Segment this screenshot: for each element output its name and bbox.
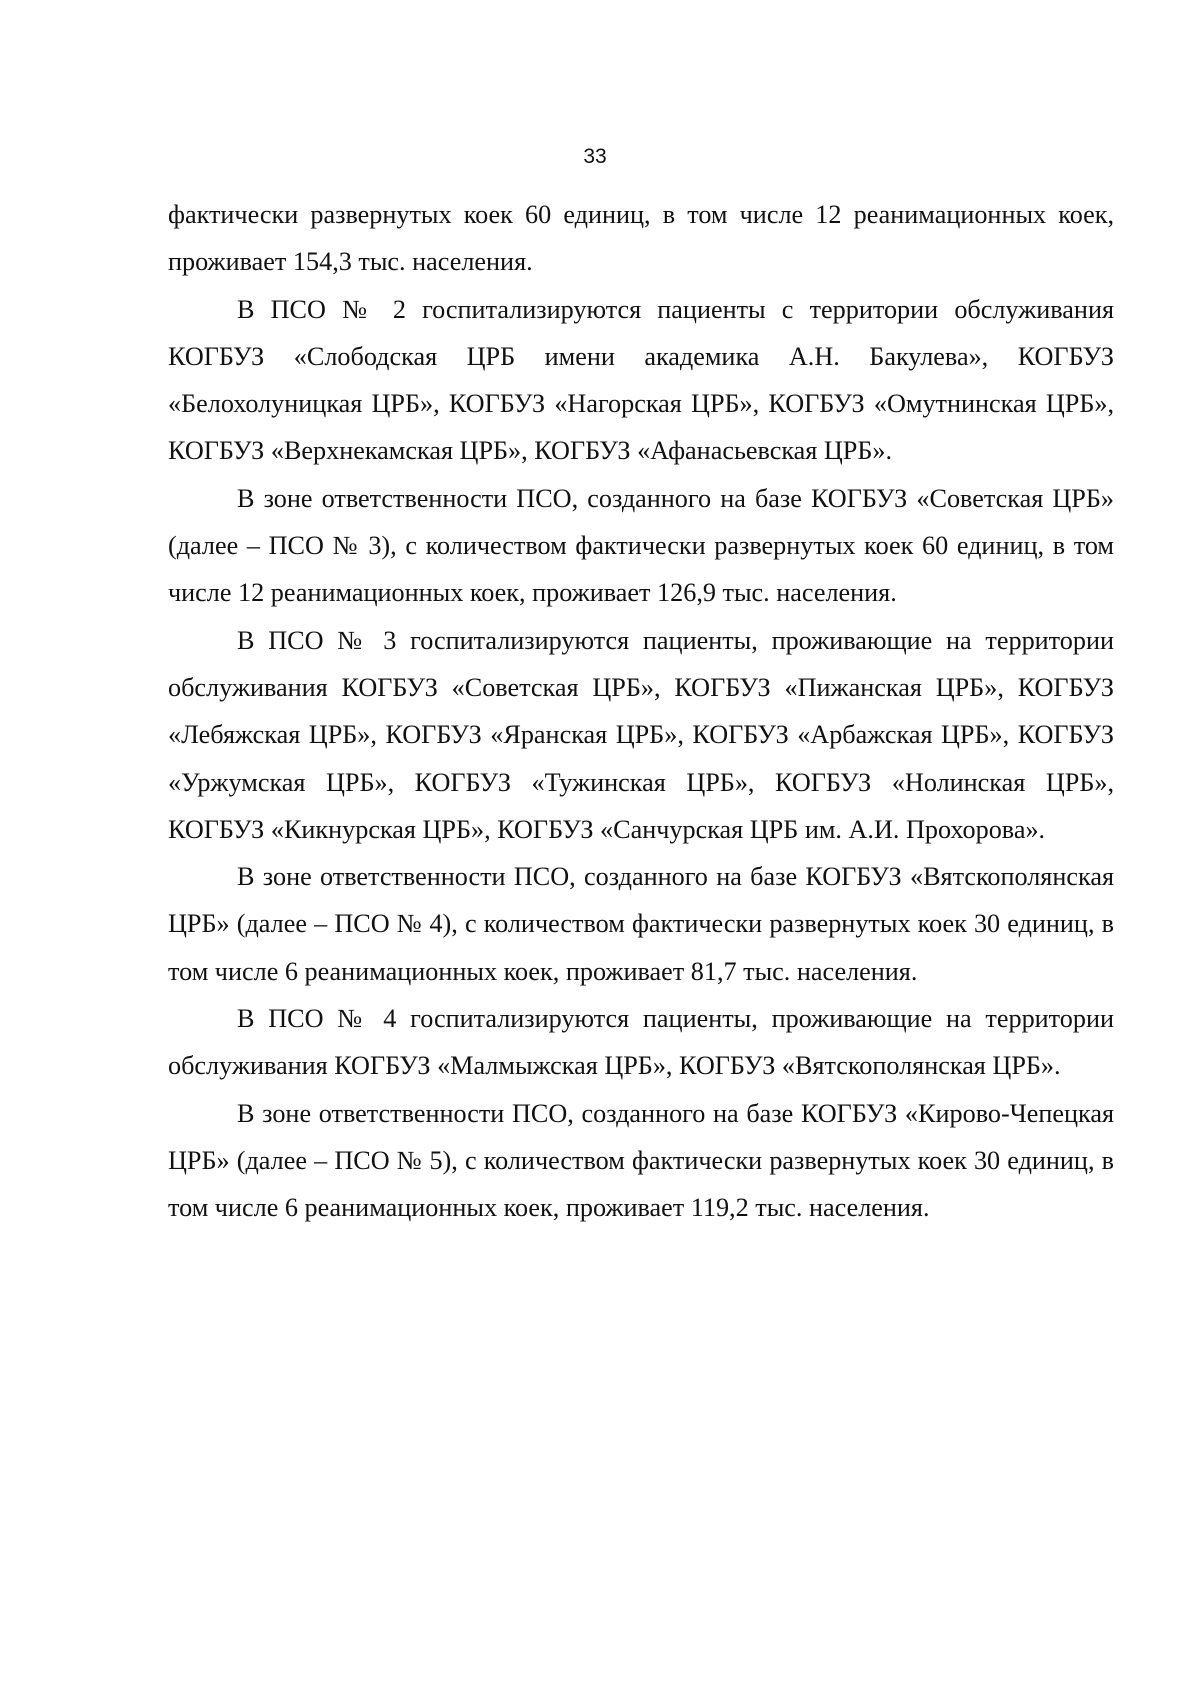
body-text: [168, 191, 1114, 1232]
paragraph: В зоне ответственности ПСО, созданного на базе КОГБУЗ «Кирово-Чепецкая ЦРБ» (далее – ПСО № 5), с количеством фактически развернутых коек 30 единиц, в том числе 6 реанимационных коек, проживает 119,2 тыс. населения.: [168, 1098, 1114, 1223]
paragraph: В зоне ответственности ПСО, созданного на базе КОГБУЗ «Вятскополянская ЦРБ» (далее – ПСО № 4), с количеством фактически развернутых коек 30 единиц, в том числе 6 реанимационных коек, проживает 81,7 тыс. населения.: [168, 862, 1114, 986]
paragraph: фактически развернутых коек 60 единиц, в том числе 12 реанимационных коек, проживает 154,3 тыс. населения.: [168, 200, 1114, 277]
paragraph: В ПСО № 4 госпитализируются пациенты, проживающие на территории обслуживания КОГБУЗ «Малмыжская ЦРБ», КОГБУЗ «Вятскополянская ЦРБ».: [168, 1004, 1114, 1081]
paragraph: В зоне ответственности ПСО, созданного на базе КОГБУЗ «Советская ЦРБ» (далее – ПСО № 3), с количеством фактически развернутых коек 60 единиц, в том числе 12 реанимационных коек, проживает 126,9 тыс. населения.: [168, 483, 1114, 608]
paragraph: В ПСО № 3 госпитализируются пациенты, проживающие на территории обслуживания КОГБУЗ «Советская ЦРБ», КОГБУЗ «Пижанская ЦРБ», КОГБУЗ «Лебяжская ЦРБ», КОГБУЗ «Яранская ЦРБ», КОГБУЗ «Арбажская ЦРБ», КОГБУЗ «Уржумская ЦРБ», КОГБУЗ «Тужинская ЦРБ», КОГБУЗ «Нолинская ЦРБ», КОГБУЗ «Кикнурская ЦРБ», КОГБУЗ «Санчурская ЦРБ им. А.И. Прохорова».: [168, 625, 1114, 844]
paragraph: В ПСО № 2 госпитализируются пациенты с территории обслуживания КОГБУЗ «Слободская ЦРБ имени академика А.Н. Бакулева», КОГБУЗ «Белохолуницкая ЦРБ», КОГБУЗ «Нагорская ЦРБ», КОГБУЗ «Омутнинская ЦРБ», КОГБУЗ «Верхнекамская ЦРБ», КОГБУЗ «Афанасьевская ЦРБ».: [168, 294, 1114, 466]
page-number: 33: [583, 145, 607, 168]
